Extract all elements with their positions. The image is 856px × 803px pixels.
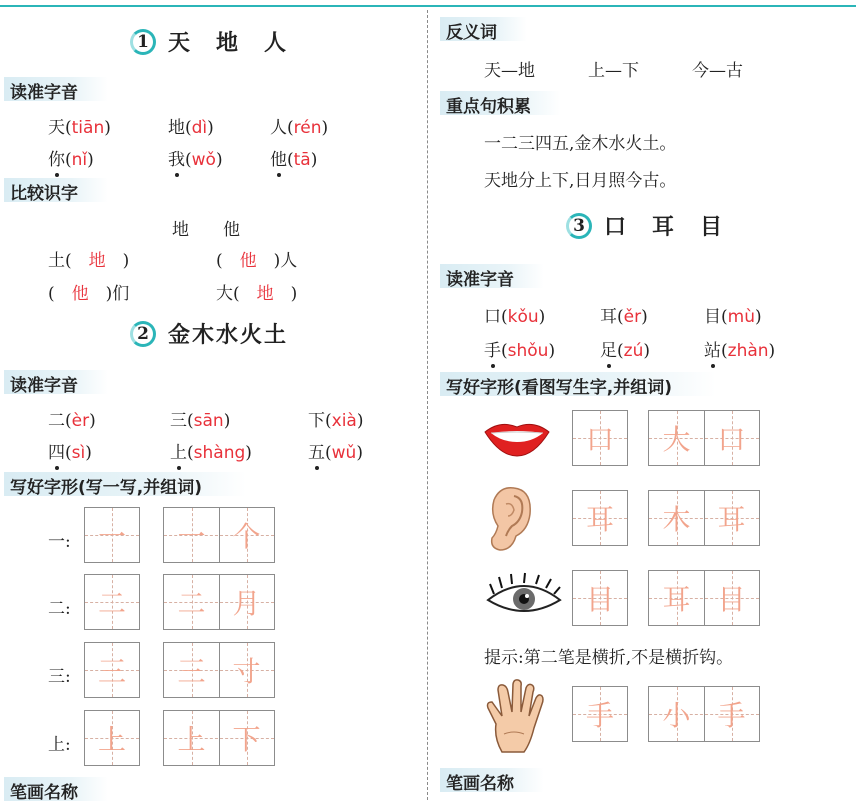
write-row-label: 一: [48,532,71,552]
writing-box-pair: 二 月 [163,574,275,630]
stroke-hint: 提示:第二笔是横折,不是横折钩。 [484,648,734,668]
writing-box-pair: 三 寸 [163,642,275,698]
reading-item: 耳(ěr) [600,307,648,327]
writing-box-pair: 木 耳 [648,490,760,546]
section-header-write: 写好字形(看图写生字,并组词) [440,372,716,396]
writing-box-pair: 大 口 [648,410,760,466]
reading-item: 上(shàng) [170,438,252,463]
writing-box: 上 [84,710,140,766]
reading-item: 目(mù) [704,307,762,327]
reading-item: 二(èr) [48,411,96,431]
writing-box-pair: 一 个 [163,507,275,563]
section-header-read: 读准字音 [4,370,108,394]
lesson-title: 口 耳 目 [604,214,725,240]
compare-blank: 土( 地 ) [48,251,130,271]
compare-characters: 地 他 [172,220,240,240]
reading-item: 他(tā) [270,145,317,170]
reading-item: 手(shǒu) [484,336,555,361]
reading-item: 地(dì) [168,118,214,138]
writing-box: 二 [84,574,140,630]
writing-box: 口 [572,410,628,466]
key-sentence: 一二三四五,金木水火土。 [484,134,677,154]
compare-blank: 大( 地 ) [216,284,298,304]
reading-item: 足(zú) [600,336,650,361]
lesson-title: 金木水火土 [168,322,289,348]
writing-box: 三 [84,642,140,698]
column-divider [427,10,428,800]
antonym-pair: 今—古 [692,61,743,81]
section-header-write: 写好字形(写一写,并组词) [4,472,246,496]
reading-item: 三(sān) [170,411,231,431]
section-header-strokes: 笔画名称 [440,768,544,792]
section-header-read: 读准字音 [440,264,544,288]
eye-icon [484,572,564,624]
writing-box: 一 [84,507,140,563]
lesson-number-badge: 3 [566,213,592,239]
key-sentence: 天地分上下,日月照今古。 [484,171,677,191]
write-row-label: 二: [48,599,71,619]
lesson-number-badge: 1 [130,29,156,55]
reading-item: 五(wǔ) [308,438,363,463]
writing-box-pair: 小 手 [648,686,760,742]
write-row-label: 上: [48,735,71,755]
reading-item: 人(rén) [270,118,329,138]
reading-item: 四(sì) [48,438,92,463]
reading-item: 你(nǐ) [48,145,94,170]
compare-blank: ( 他 )人 [216,251,298,271]
reading-item: 下(xià) [308,411,364,431]
right-column [436,0,856,803]
writing-box: 目 [572,570,628,626]
compare-blank: ( 他 )们 [48,284,130,304]
section-header-compare: 比较识字 [4,178,108,202]
mouth-icon [482,418,552,458]
lesson-3-heading [566,210,724,241]
lesson-2-heading [130,318,288,349]
antonym-pair: 天—地 [484,61,535,81]
writing-box: 耳 [572,490,628,546]
lesson-1-heading [130,26,288,57]
writing-box-pair: 耳 目 [648,570,760,626]
section-header-read: 读准字音 [4,77,108,101]
section-header-antonyms: 反义词 [440,17,527,41]
lesson-title: 天 地 人 [168,30,289,56]
reading-item: 站(zhàn) [704,336,775,361]
hand-icon [484,678,548,756]
write-row-label: 三: [48,667,71,687]
reading-item: 天(tiān) [48,118,111,138]
reading-item: 口(kǒu) [484,307,546,327]
ear-icon [484,484,534,554]
left-column [0,0,420,803]
section-header-sentences: 重点句积累 [440,91,561,115]
reading-item: 我(wǒ) [168,145,223,170]
lesson-number-badge: 2 [130,321,156,347]
section-header-strokes: 笔画名称 [4,777,108,801]
antonym-pair: 上—下 [588,61,639,81]
writing-box: 手 [572,686,628,742]
writing-box-pair: 上 下 [163,710,275,766]
